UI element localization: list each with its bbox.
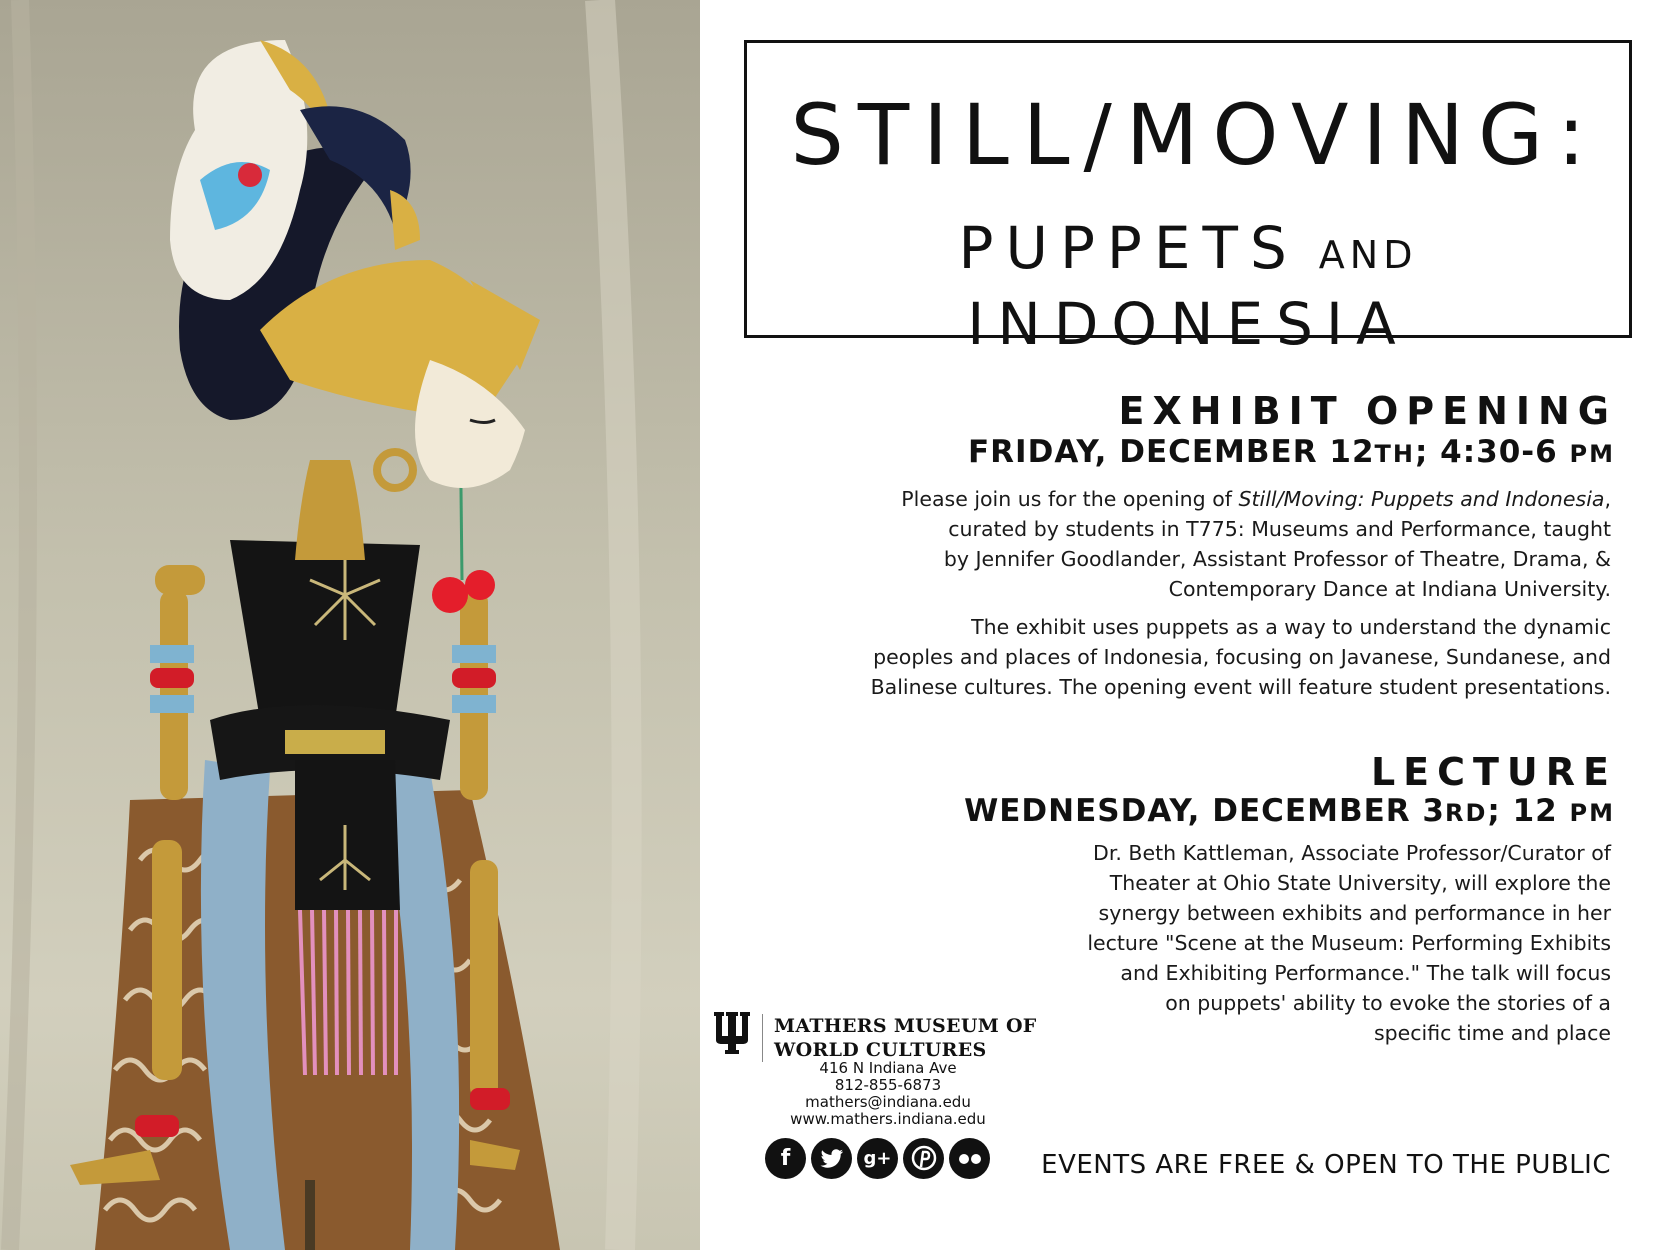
lecture-paragraph-line: and Exhibiting Performance." The talk will focus [1120, 961, 1611, 985]
lecture-paragraph-line: specific time and place [1373, 1021, 1611, 1045]
lecture-paragraph-line: Dr. Beth Kattleman, Associate Professor/Curator of [1093, 841, 1611, 865]
exhibit-paragraph2-line: Balinese cultures. The opening event will feature student presentations. [870, 675, 1611, 699]
title-box [744, 40, 1632, 358]
flickr-dots-glyph [957, 1153, 983, 1165]
pinterest-icon[interactable] [903, 1138, 944, 1179]
lecture-paragraph-line: on puppets' ability to evoke the stories of a [1165, 991, 1611, 1015]
exhibit-title-line3: INDONESIA [967, 290, 1409, 358]
exhibit-title-and: AND [1318, 233, 1418, 277]
events-free-notice: EVENTS ARE FREE & OPEN TO THE PUBLIC [1041, 1150, 1611, 1180]
lecture-date-time: ; 12 [1487, 793, 1570, 829]
exhibit-date-main: FRIDAY, DECEMBER 12 [968, 434, 1375, 470]
exhibit-title-line1: STILL/MOVING: [790, 86, 1600, 184]
exhibit-date-time: ; 4:30-6 [1414, 434, 1570, 470]
pinterest-glyph [911, 1145, 937, 1171]
puppet-photo [0, 0, 700, 1250]
exhibit-paragraph1-line [901, 484, 1611, 514]
exhibit-paragraph2-line: peoples and places of Indonesia, focusing on Javanese, Sundanese, and [873, 645, 1611, 669]
museum-website[interactable]: www.mathers.indiana.edu [790, 1110, 986, 1128]
museum-email[interactable]: mathers@indiana.edu [805, 1093, 971, 1111]
exhibit-title-puppets: PUPPETS [958, 214, 1299, 282]
exhibit-date-suffix: TH [1374, 440, 1415, 468]
exhibit-description-paragraph2 [871, 612, 1611, 702]
exhibit-title-italic: Still/Moving: Puppets and Indonesia [1238, 487, 1605, 511]
museum-name-line2: WORLD CULTURES [774, 1039, 987, 1061]
twitter-icon[interactable] [811, 1138, 852, 1179]
exhibit-description-paragraph1 [901, 484, 1611, 604]
exhibit-opening-heading: EXHIBIT OPENING [1118, 389, 1617, 433]
flickr-icon[interactable] [949, 1138, 990, 1179]
exhibit-date-ampm: PM [1569, 440, 1615, 468]
lecture-description [1087, 838, 1611, 1048]
exhibit-paragraph1-pre: Please join us for the opening of [901, 487, 1239, 511]
logo-divider [762, 1014, 763, 1062]
twitter-bird-glyph [820, 1149, 844, 1169]
museum-contact-info [738, 1060, 1038, 1128]
exhibit-paragraph2-line: The exhibit uses puppets as a way to understand the dynamic [971, 615, 1611, 639]
indiana-university-trident-icon [712, 1010, 752, 1056]
museum-name [774, 1014, 1037, 1062]
museum-name-line1: MATHERS MUSEUM OF [774, 1015, 1037, 1037]
museum-address: 416 N Indiana Ave [819, 1059, 957, 1077]
lecture-paragraph-line: Theater at Ohio State University, will explore the [1109, 871, 1611, 895]
exhibit-paragraph1-line: by Jennifer Goodlander, Assistant Professor of Theatre, Drama, & [943, 547, 1611, 571]
lecture-date-main: WEDNESDAY, DECEMBER 3 [964, 793, 1445, 829]
lecture-date [964, 793, 1615, 829]
lecture-date-ampm: PM [1569, 799, 1615, 827]
exhibit-title-line2 [747, 214, 1629, 282]
facebook-icon[interactable]: f [765, 1138, 806, 1179]
lecture-date-suffix: RD [1444, 799, 1488, 827]
exhibit-paragraph1-line: curated by students in T775: Museums and Performance, taught [948, 517, 1611, 541]
museum-phone: 812-855-6873 [834, 1076, 942, 1094]
lecture-paragraph-line: lecture "Scene at the Museum: Performing Exhibits [1087, 931, 1611, 955]
exhibit-paragraph1-line: Contemporary Dance at Indiana University. [1168, 577, 1611, 601]
wayang-puppet-illustration [0, 0, 700, 1250]
exhibit-opening-date [968, 434, 1615, 470]
google-plus-icon[interactable]: g+ [857, 1138, 898, 1179]
lecture-heading: LECTURE [1370, 750, 1617, 794]
lecture-paragraph-line: synergy between exhibits and performance in her [1098, 901, 1611, 925]
exhibit-paragraph1-post: , [1604, 487, 1611, 511]
